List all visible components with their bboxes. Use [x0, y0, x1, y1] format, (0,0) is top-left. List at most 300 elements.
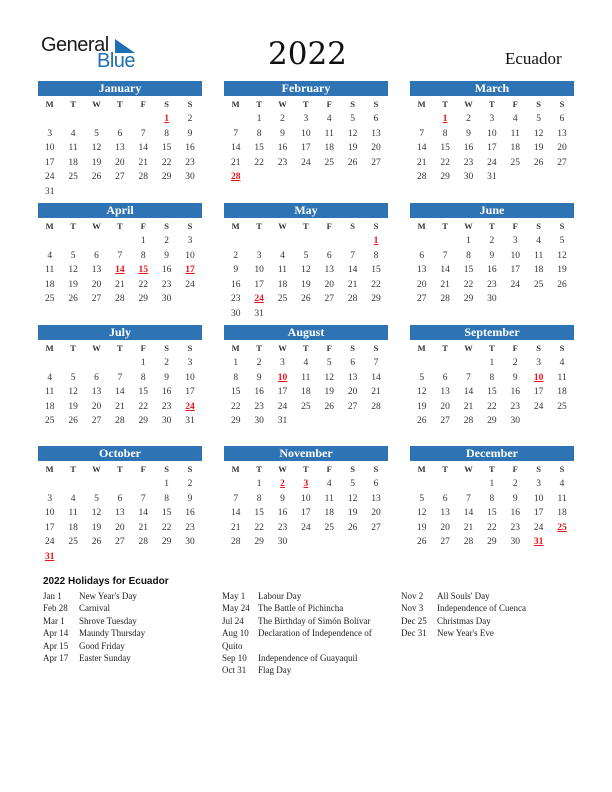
day-cell: 12	[324, 372, 334, 383]
logo-text-blue: Blue	[97, 50, 136, 72]
day-cell: 8	[466, 250, 471, 261]
day-cell: 5	[94, 128, 99, 139]
day-cell: 7	[233, 493, 239, 504]
day-cell: 27	[347, 401, 358, 412]
day-cell: 27	[115, 172, 125, 182]
day-cell: 16	[277, 508, 288, 518]
day-cell: 22	[487, 522, 497, 533]
day-cell: 16	[463, 143, 474, 153]
day-cell: 19	[324, 387, 334, 397]
day-cell: 16	[510, 508, 520, 518]
day-cell: 26	[416, 416, 427, 426]
day-cell: 19	[68, 401, 78, 412]
holiday-date: May 24	[222, 603, 250, 614]
weekday-label: S	[164, 464, 170, 474]
day-cell: 14	[416, 143, 427, 153]
day-cell: 25	[68, 172, 78, 182]
month-july	[38, 325, 202, 445]
month-days-grid	[38, 341, 202, 429]
weekday-label: M	[231, 99, 240, 109]
holiday-day-cell: 3	[303, 479, 309, 489]
holiday-date: Apr 15	[43, 640, 69, 651]
weekday-label: M	[417, 221, 426, 231]
day-cell: 17	[487, 143, 497, 153]
day-cell: 30	[161, 294, 172, 304]
day-cell: 19	[91, 157, 102, 168]
day-cell: 15	[254, 508, 264, 518]
day-cell: 13	[115, 508, 125, 518]
day-cell: 24	[487, 157, 497, 168]
month-days-grid	[224, 219, 388, 321]
empty-cell	[85, 112, 108, 127]
month-days-grid	[410, 97, 574, 185]
day-cell: 15	[487, 508, 497, 518]
month-header: July	[38, 325, 202, 340]
weekday-label: F	[512, 99, 518, 109]
day-cell: 18	[277, 279, 288, 290]
day-cell: 3	[256, 250, 262, 261]
day-cell: 20	[371, 143, 381, 153]
holiday-name: New Year's Eve	[437, 628, 494, 639]
day-cell: 3	[536, 358, 542, 368]
day-cell: 14	[347, 265, 358, 275]
day-cell: 6	[373, 479, 379, 489]
weekday-label: T	[303, 343, 309, 353]
day-cell: 23	[277, 522, 288, 533]
day-cell: 13	[371, 493, 381, 504]
day-cell: 17	[510, 265, 520, 275]
day-cell: 27	[440, 537, 450, 547]
day-cell: 17	[533, 387, 544, 397]
day-cell: 16	[230, 279, 241, 290]
day-cell: 5	[326, 358, 332, 368]
month-header: February	[224, 81, 388, 96]
day-cell: 13	[91, 265, 102, 275]
day-cell: 15	[230, 387, 241, 397]
weekday-label: S	[187, 99, 193, 109]
weekday-label: F	[512, 221, 518, 231]
day-cell: 12	[91, 508, 102, 518]
weekday-label: M	[45, 464, 54, 474]
day-cell: 8	[256, 493, 262, 504]
day-cell: 7	[466, 372, 471, 383]
day-cell: 28	[463, 416, 474, 426]
day-cell: 25	[324, 157, 334, 168]
day-cell: 19	[347, 508, 358, 518]
day-cell: 6	[419, 250, 425, 261]
weekday-label: S	[187, 221, 193, 231]
empty-cell	[61, 234, 84, 249]
day-cell: 7	[373, 358, 379, 368]
weekday-label: S	[373, 99, 379, 109]
day-cell: 7	[350, 250, 356, 261]
empty-cell	[38, 112, 61, 127]
holiday-row	[401, 615, 581, 627]
day-cell: 11	[324, 128, 334, 139]
day-cell: 10	[44, 143, 55, 153]
month-header: November	[224, 446, 388, 461]
day-cell: 1	[256, 114, 262, 124]
day-cell: 13	[416, 265, 427, 275]
day-cell: 10	[487, 128, 497, 139]
day-cell: 11	[68, 143, 78, 153]
day-cell: 17	[301, 508, 311, 518]
weekday-label: M	[417, 99, 426, 109]
weekday-label: M	[45, 343, 54, 353]
day-cell: 5	[350, 114, 356, 124]
holiday-column	[401, 590, 581, 640]
day-cell: 21	[347, 279, 358, 290]
day-cell: 5	[559, 236, 565, 246]
weekday-label: T	[70, 99, 76, 109]
day-cell: 19	[347, 143, 358, 153]
weekday-label: S	[536, 221, 542, 231]
empty-cell	[38, 356, 61, 371]
day-cell: 12	[533, 128, 544, 139]
day-cell: 24	[277, 401, 288, 412]
day-cell: 8	[373, 250, 379, 261]
weekday-label: W	[278, 343, 287, 353]
weekday-label: S	[373, 221, 379, 231]
empty-cell	[61, 477, 84, 492]
holiday-day-cell: 31	[533, 537, 544, 547]
day-cell: 15	[440, 143, 450, 153]
day-cell: 4	[512, 114, 518, 124]
day-cell: 25	[44, 294, 55, 304]
holiday-row	[401, 602, 581, 614]
day-cell: 1	[140, 236, 146, 246]
day-cell: 24	[301, 522, 311, 533]
weekday-label: T	[303, 464, 309, 474]
day-cell: 27	[324, 294, 334, 304]
day-cell: 30	[254, 416, 264, 426]
day-cell: 28	[463, 537, 474, 547]
day-cell: 23	[510, 401, 520, 412]
day-cell: 20	[557, 143, 567, 153]
day-cell: 29	[138, 416, 148, 426]
day-cell: 8	[164, 493, 170, 504]
day-cell: 8	[164, 128, 170, 139]
country-label: Ecuador	[505, 49, 562, 68]
day-cell: 2	[489, 236, 495, 246]
day-cell: 12	[416, 387, 427, 397]
day-cell: 31	[185, 416, 195, 426]
weekday-label: S	[536, 99, 542, 109]
day-cell: 20	[440, 401, 450, 412]
logo-text-general: General	[41, 34, 109, 56]
day-cell: 12	[416, 508, 427, 518]
month-days-grid	[224, 341, 388, 429]
day-cell: 16	[277, 143, 288, 153]
weekday-label: T	[256, 99, 262, 109]
holiday-date: Aug 10	[222, 628, 249, 639]
day-cell: 23	[510, 522, 520, 533]
weekday-label: T	[442, 464, 448, 474]
holiday-day-cell: 28	[230, 172, 241, 182]
day-cell: 21	[230, 522, 241, 533]
day-cell: 16	[510, 387, 520, 397]
day-cell: 23	[277, 157, 288, 168]
day-cell: 21	[230, 157, 241, 168]
holiday-name: Maundy Thursday	[79, 628, 146, 639]
day-cell: 10	[185, 372, 195, 383]
day-cell: 15	[161, 143, 172, 153]
holiday-date: Nov 2	[401, 591, 424, 601]
day-cell: 14	[115, 387, 125, 397]
day-cell: 11	[45, 387, 55, 397]
day-cell: 5	[303, 250, 309, 261]
holiday-name: Flag Day	[258, 665, 292, 676]
day-cell: 26	[533, 157, 544, 168]
day-cell: 17	[185, 387, 195, 397]
empty-cell	[108, 112, 131, 127]
day-cell: 11	[301, 372, 311, 383]
day-cell: 5	[70, 372, 76, 383]
day-cell: 22	[254, 522, 264, 533]
month-header: March	[410, 81, 574, 96]
day-cell: 6	[373, 114, 379, 124]
day-cell: 11	[557, 493, 567, 504]
day-cell: 21	[440, 279, 450, 290]
day-cell: 22	[440, 157, 450, 168]
day-cell: 6	[94, 372, 99, 383]
weekday-label: T	[70, 343, 76, 353]
day-cell: 6	[350, 358, 356, 368]
month-days-grid	[38, 219, 202, 307]
weekday-label: S	[350, 99, 356, 109]
day-cell: 31	[277, 416, 288, 426]
day-cell: 26	[68, 294, 78, 304]
weekday-label: F	[140, 99, 146, 109]
day-cell: 15	[138, 387, 148, 397]
day-cell: 26	[416, 537, 427, 547]
day-cell: 5	[536, 114, 542, 124]
day-cell: 4	[303, 358, 309, 368]
weekday-label: T	[303, 99, 309, 109]
day-cell: 6	[326, 250, 332, 261]
general-blue-logo	[41, 34, 141, 70]
day-cell: 4	[326, 479, 332, 489]
day-cell: 24	[533, 522, 544, 533]
empty-cell	[410, 112, 433, 127]
holiday-name: Independence of Cuenca	[437, 603, 526, 614]
day-cell: 16	[185, 508, 195, 518]
day-cell: 12	[91, 143, 102, 153]
day-cell: 22	[138, 279, 148, 290]
day-cell: 2	[256, 358, 262, 368]
day-cell: 26	[68, 416, 78, 426]
day-cell: 24	[533, 401, 544, 412]
day-cell: 19	[416, 401, 427, 412]
day-cell: 27	[371, 522, 381, 533]
day-cell: 9	[187, 493, 193, 504]
day-cell: 20	[440, 522, 450, 533]
month-october	[38, 446, 202, 566]
day-cell: 30	[487, 294, 497, 304]
weekday-label: T	[117, 99, 123, 109]
day-cell: 24	[510, 279, 520, 290]
day-cell: 6	[442, 493, 448, 504]
day-cell: 3	[47, 493, 53, 504]
holiday-row	[222, 652, 402, 664]
day-cell: 20	[371, 508, 381, 518]
day-cell: 17	[44, 522, 55, 533]
month-november	[224, 446, 388, 566]
holiday-date: Sep 10	[222, 653, 247, 664]
holiday-date: Apr 17	[43, 653, 69, 664]
holiday-row	[222, 615, 402, 627]
day-cell: 26	[347, 157, 358, 168]
day-cell: 10	[301, 128, 311, 139]
day-cell: 23	[487, 279, 497, 290]
holiday-date: Nov 3	[401, 603, 424, 614]
weekday-label: F	[140, 343, 146, 353]
day-cell: 26	[557, 279, 567, 290]
day-cell: 4	[280, 250, 285, 261]
month-days-grid	[224, 462, 388, 550]
day-cell: 10	[185, 250, 195, 261]
day-cell: 20	[115, 157, 125, 168]
day-cell: 14	[138, 508, 148, 518]
day-cell: 16	[254, 387, 264, 397]
day-cell: 2	[512, 479, 518, 489]
holiday-day-cell: 17	[185, 265, 195, 275]
day-cell: 18	[557, 387, 567, 397]
day-cell: 17	[533, 508, 544, 518]
weekday-label: M	[45, 99, 54, 109]
day-cell: 25	[68, 537, 78, 547]
weekday-label: M	[231, 464, 240, 474]
day-cell: 29	[487, 537, 497, 547]
day-cell: 3	[489, 114, 495, 124]
weekday-label: F	[326, 99, 332, 109]
day-cell: 11	[534, 250, 544, 261]
day-cell: 25	[510, 157, 520, 168]
day-cell: 13	[91, 387, 102, 397]
empty-cell	[410, 234, 433, 249]
weekday-label: F	[140, 464, 146, 474]
weekday-label: M	[45, 221, 54, 231]
holiday-row	[222, 664, 402, 676]
day-cell: 16	[185, 143, 195, 153]
day-cell: 15	[161, 508, 172, 518]
day-cell: 18	[557, 508, 567, 518]
day-cell: 6	[442, 372, 448, 383]
weekday-label: S	[559, 343, 565, 353]
month-days-grid	[38, 97, 202, 199]
day-cell: 19	[301, 279, 311, 290]
holiday-day-cell: 15	[138, 265, 148, 275]
month-february	[224, 81, 388, 201]
day-cell: 6	[559, 114, 565, 124]
holiday-name: Declaration of Independence of	[258, 628, 372, 639]
day-cell: 29	[463, 294, 474, 304]
weekday-label: M	[231, 221, 240, 231]
holiday-row	[43, 615, 223, 627]
day-cell: 21	[138, 157, 148, 168]
weekday-label: W	[278, 464, 287, 474]
day-cell: 1	[489, 358, 495, 368]
day-cell: 28	[371, 401, 381, 412]
empty-cell	[341, 234, 364, 249]
month-header: April	[38, 203, 202, 218]
day-cell: 5	[94, 493, 99, 504]
day-cell: 7	[419, 128, 425, 139]
day-cell: 7	[140, 128, 146, 139]
holiday-name: All Souls' Day	[437, 591, 490, 601]
holiday-name: Easter Sunday	[79, 653, 131, 664]
day-cell: 30	[510, 416, 520, 426]
day-cell: 4	[47, 372, 53, 383]
day-cell: 26	[91, 172, 102, 182]
empty-cell	[318, 234, 341, 249]
empty-cell	[457, 356, 480, 371]
day-cell: 9	[164, 372, 170, 383]
day-cell: 28	[115, 294, 125, 304]
weekday-label: T	[70, 221, 76, 231]
holiday-row	[43, 590, 223, 602]
holiday-day-cell: 24	[185, 401, 195, 412]
day-cell: 10	[44, 508, 55, 518]
empty-cell	[457, 477, 480, 492]
day-cell: 14	[230, 143, 241, 153]
weekday-label: F	[326, 221, 332, 231]
holiday-row	[222, 602, 402, 614]
weekday-label: F	[326, 343, 332, 353]
month-march	[410, 81, 574, 201]
day-cell: 8	[489, 493, 495, 504]
weekday-label: T	[489, 221, 495, 231]
weekday-label: F	[326, 464, 332, 474]
day-cell: 1	[489, 479, 495, 489]
day-cell: 1	[256, 479, 262, 489]
empty-cell	[108, 356, 131, 371]
empty-cell	[132, 477, 155, 492]
day-cell: 4	[559, 358, 565, 368]
month-header: January	[38, 81, 202, 96]
day-cell: 2	[164, 236, 170, 246]
weekday-label: S	[559, 99, 565, 109]
weekday-label: W	[464, 221, 473, 231]
day-cell: 9	[280, 493, 285, 504]
holiday-column	[43, 590, 223, 664]
holiday-day-cell: 1	[373, 236, 379, 246]
day-cell: 27	[91, 294, 102, 304]
empty-cell	[247, 234, 270, 249]
day-cell: 9	[512, 493, 518, 504]
day-cell: 19	[533, 143, 544, 153]
day-cell: 27	[557, 157, 567, 168]
weekday-label: W	[464, 464, 473, 474]
day-cell: 4	[47, 250, 53, 261]
day-cell: 6	[117, 493, 123, 504]
day-cell: 29	[371, 294, 381, 304]
day-cell: 16	[161, 387, 172, 397]
holiday-name: Shrove Tuesday	[79, 615, 137, 626]
holiday-row	[43, 640, 223, 652]
weekday-label: S	[164, 99, 170, 109]
day-cell: 3	[187, 358, 193, 368]
day-cell: 4	[70, 493, 76, 504]
holiday-date: Apr 14	[43, 628, 69, 639]
day-cell: 29	[487, 416, 497, 426]
day-cell: 27	[91, 416, 102, 426]
weekday-label: T	[442, 99, 448, 109]
day-cell: 8	[442, 128, 448, 139]
weekday-label: S	[536, 343, 542, 353]
weekday-label: F	[140, 221, 146, 231]
day-cell: 9	[187, 128, 193, 139]
